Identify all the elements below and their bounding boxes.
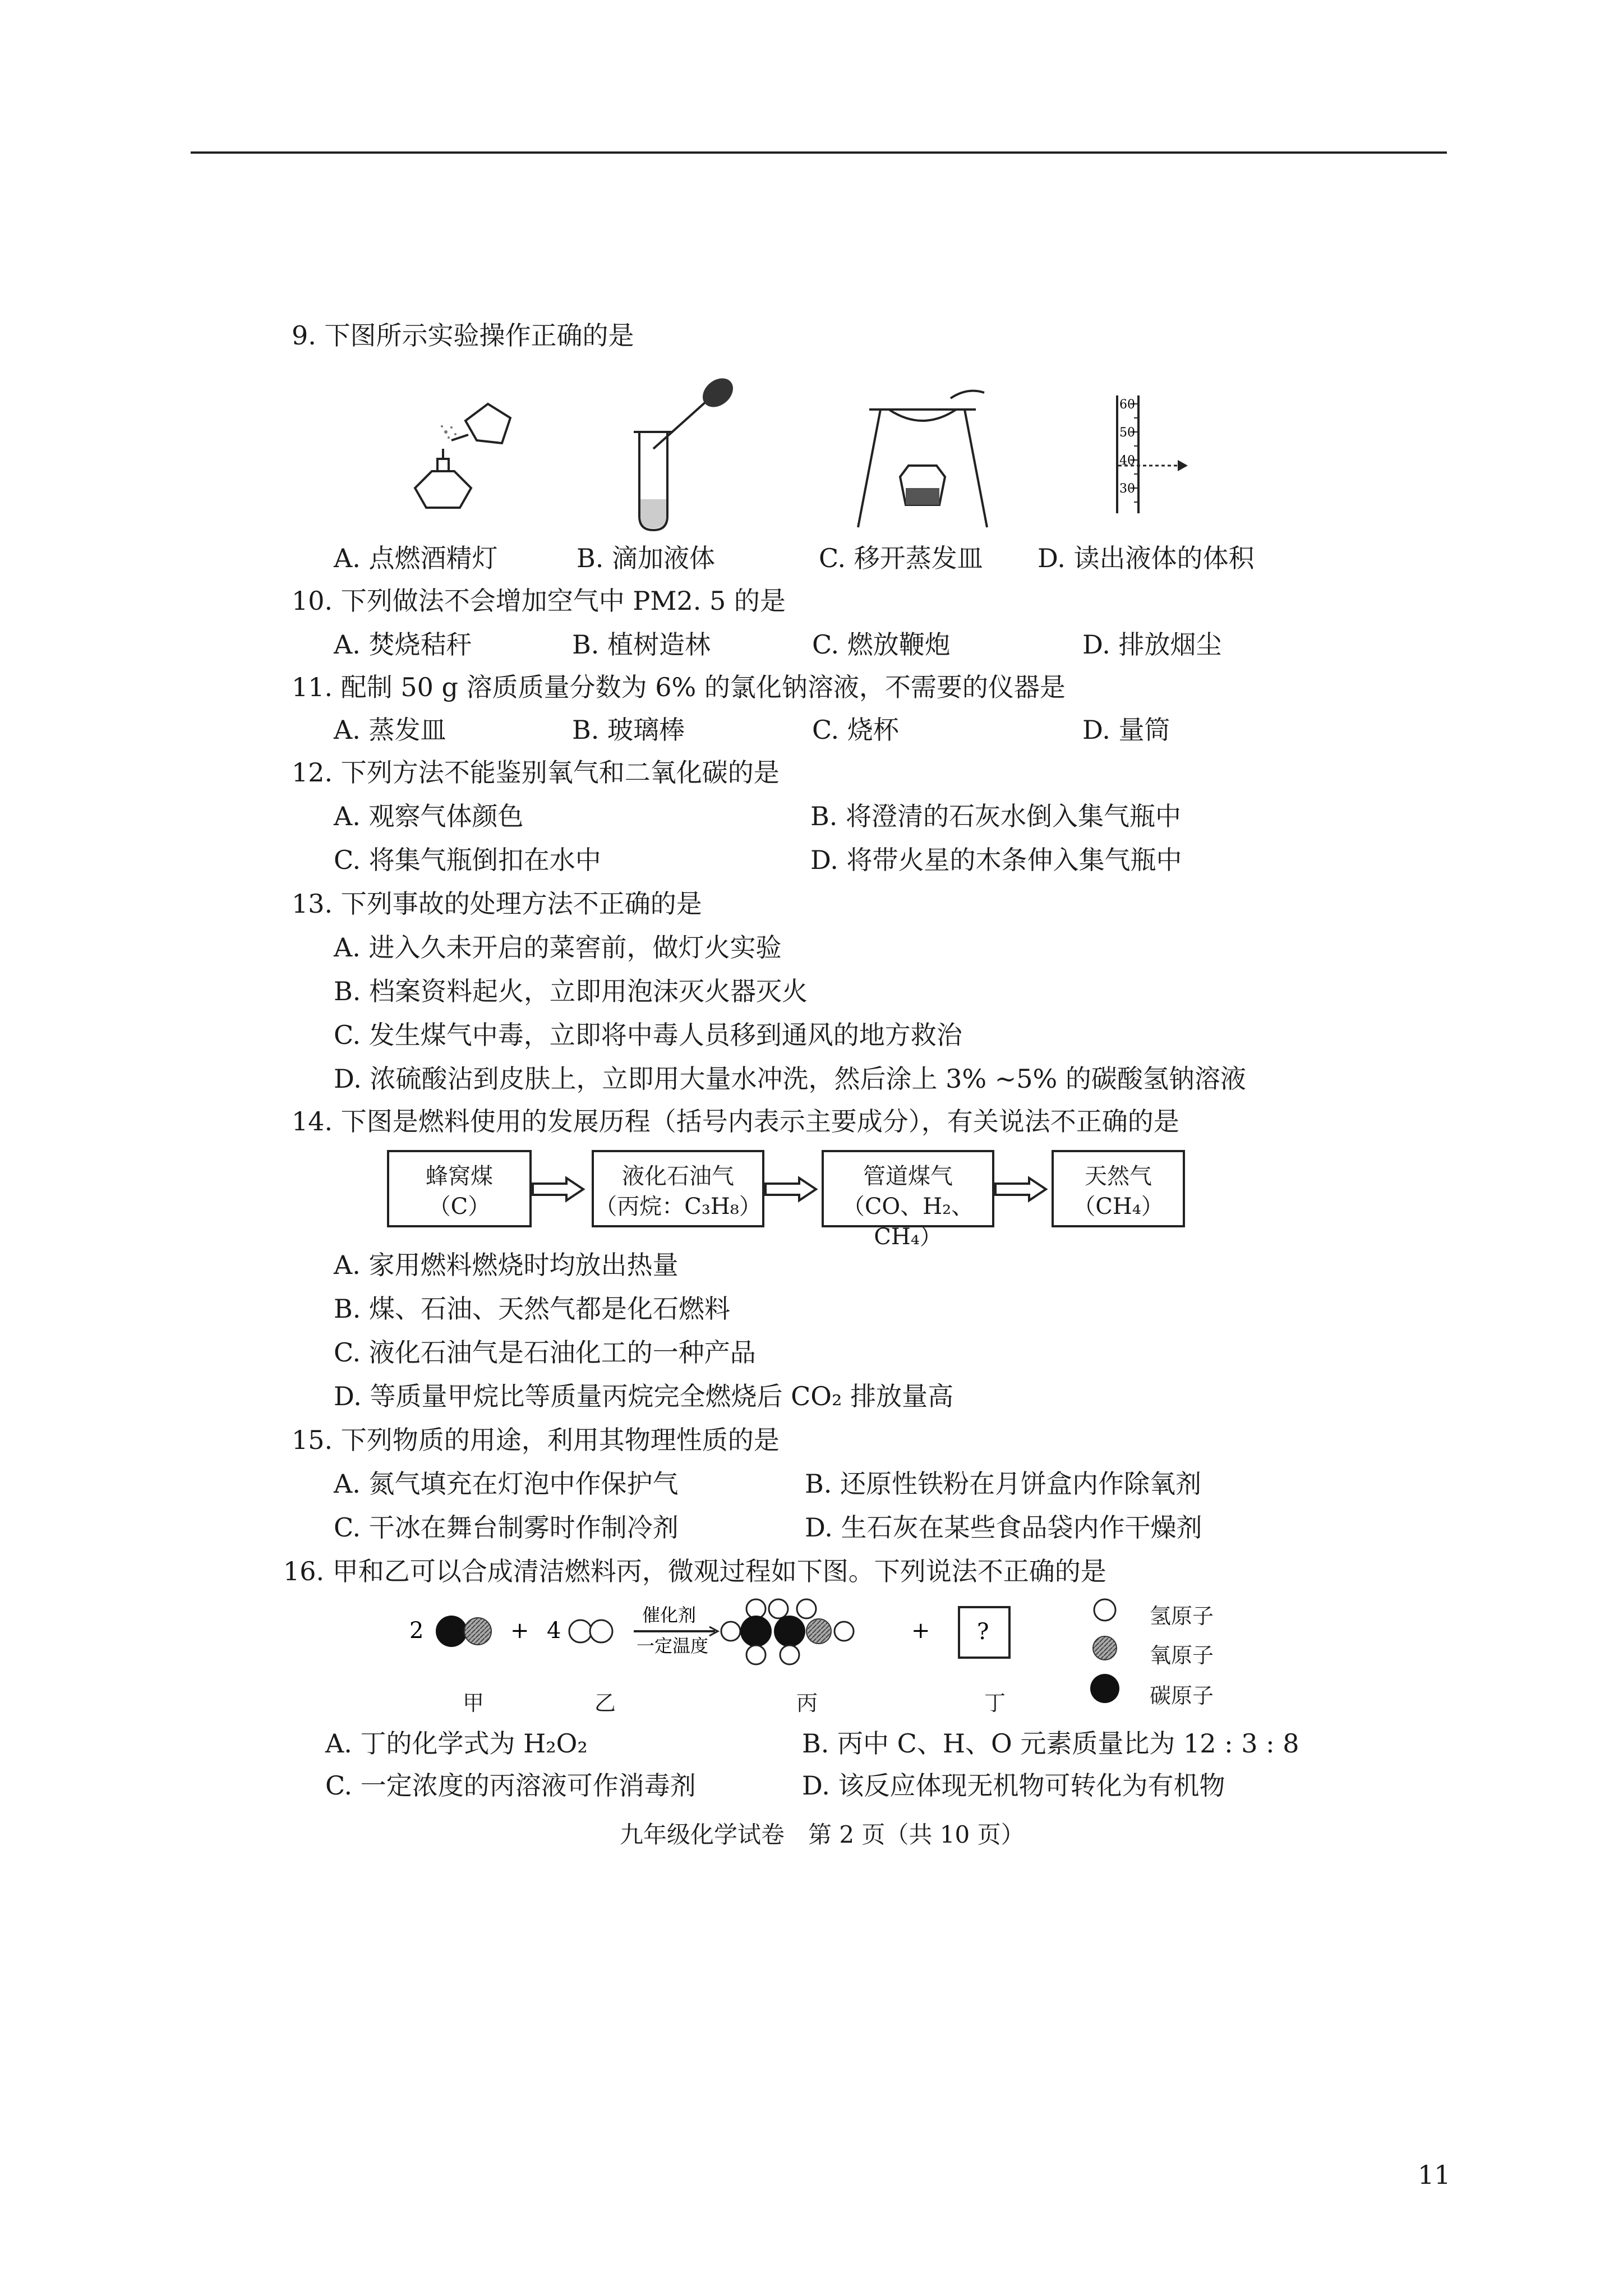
coef-yi: 4 bbox=[547, 1618, 561, 1644]
q11-option-a: A. 蒸发皿 bbox=[334, 715, 446, 745]
q10-option-a: A. 焚烧秸秆 bbox=[334, 629, 472, 660]
hydrogen-atom bbox=[590, 1620, 612, 1642]
q14-option-d: D. 等质量甲烷比等质量丙烷完全燃烧后 CO₂ 排放量高 bbox=[334, 1381, 954, 1411]
fuel-name: 蜂窝煤 bbox=[426, 1163, 493, 1189]
q9-option-c: C. 移开蒸发皿 bbox=[819, 543, 983, 573]
q13-option-c: C. 发生煤气中毒，立即将中毒人员移到通风的地方救治 bbox=[334, 1020, 962, 1050]
q11-option-d: D. 量筒 bbox=[1082, 715, 1170, 745]
q11-option-b: B. 玻璃棒 bbox=[572, 715, 685, 745]
product-molecule bbox=[721, 1599, 854, 1664]
q10-option-b: B. 植树造林 bbox=[572, 629, 711, 660]
q14-option-a: A. 家用燃料燃烧时均放出热量 bbox=[334, 1250, 679, 1280]
unknown-product-mark: ? bbox=[977, 1619, 989, 1645]
legend-carbon-icon bbox=[1090, 1674, 1119, 1703]
q11-stem: 11. 配制 50 g 溶质质量分数为 6% 的氯化钠溶液，不需要的仪器是 bbox=[292, 672, 1066, 702]
cylinder-tick-50: 50 bbox=[1119, 426, 1135, 440]
fuel-name: 管道煤气 bbox=[863, 1163, 953, 1189]
q16-reaction-diagram bbox=[404, 1593, 1234, 1705]
q13-option-b: B. 档案资料起火，立即用泡沫灭火器灭火 bbox=[334, 976, 808, 1006]
page-footer: 九年级化学试卷 第 2 页（共 10 页） bbox=[620, 1821, 1025, 1848]
legend-oxygen-icon bbox=[1093, 1636, 1117, 1660]
hydrogen-atom bbox=[569, 1620, 592, 1642]
header-rule bbox=[191, 151, 1447, 154]
q12-option-d: D. 将带火星的木条伸入集气瓶中 bbox=[810, 845, 1182, 875]
fuel-formula: （丙烷：C₃H₈） bbox=[594, 1194, 762, 1220]
q15-option-b: B. 还原性铁粉在月饼盒内作除氧剂 bbox=[805, 1469, 1202, 1499]
fuel-box-pipeline-gas bbox=[822, 1150, 994, 1250]
fuel-formula: （CH₄） bbox=[1073, 1194, 1164, 1220]
label-yi: 乙 bbox=[594, 1691, 616, 1715]
fuel-formula: （CO、H₂、CH₄） bbox=[842, 1194, 974, 1250]
q9-option-a: A. 点燃酒精灯 bbox=[334, 543, 498, 573]
q9-option-d: D. 读出液体的体积 bbox=[1038, 543, 1255, 573]
q9-stem: 9. 下图所示实验操作正确的是 bbox=[292, 320, 634, 351]
legend-hydrogen-icon bbox=[1094, 1599, 1115, 1621]
fuel-box-natural-gas bbox=[1052, 1150, 1185, 1227]
q12-option-b: B. 将澄清的石灰水倒入集气瓶中 bbox=[810, 801, 1182, 831]
q10-option-d: D. 排放烟尘 bbox=[1082, 629, 1222, 660]
q14-stem: 14. 下图是燃料使用的发展历程（括号内表示主要成分），有关说法不正确的是 bbox=[292, 1106, 1179, 1137]
q14-option-b: B. 煤、石油、天然气都是化石燃料 bbox=[334, 1294, 731, 1324]
cylinder-tick-60: 60 bbox=[1119, 398, 1135, 412]
oxygen-atom bbox=[464, 1618, 491, 1645]
legend-hydrogen-label: 氢原子 bbox=[1150, 1604, 1214, 1628]
legend-carbon-label: 碳原子 bbox=[1150, 1683, 1214, 1708]
q11-option-c: C. 烧杯 bbox=[812, 715, 899, 745]
q16-option-d: D. 该反应体现无机物可转化为有机物 bbox=[802, 1770, 1225, 1801]
label-bing: 丙 bbox=[796, 1691, 818, 1715]
page-number: 11 bbox=[1418, 2160, 1451, 2190]
flow-arrow-1 bbox=[530, 1175, 586, 1203]
legend-oxygen-label: 氧原子 bbox=[1150, 1643, 1214, 1668]
fuel-box-lpg bbox=[592, 1150, 764, 1227]
q9-figure-b bbox=[623, 376, 746, 533]
q13-option-d: D. 浓硫酸沾到皮肤上，立即用大量水冲洗，然后涂上 3% ~5% 的碳酸氢钠溶液 bbox=[334, 1064, 1246, 1094]
plus-sign: + bbox=[510, 1618, 529, 1644]
q9-option-b: B. 滴加液体 bbox=[577, 543, 716, 573]
q9-figure-a bbox=[393, 387, 527, 522]
fuel-box-honeycomb-coal bbox=[387, 1150, 532, 1227]
q10-option-c: C. 燃放鞭炮 bbox=[812, 629, 951, 660]
q12-stem: 12. 下列方法不能鉴别氧气和二氧化碳的是 bbox=[292, 757, 780, 788]
carbon-atom bbox=[436, 1616, 467, 1647]
q15-option-a: A. 氮气填充在灯泡中作保护气 bbox=[334, 1469, 679, 1499]
q14-option-c: C. 液化石油气是石油化工的一种产品 bbox=[334, 1337, 756, 1368]
q16-option-c: C. 一定浓度的丙溶液可作消毒剂 bbox=[325, 1770, 696, 1801]
fuel-name: 天然气 bbox=[1085, 1163, 1152, 1189]
q16-option-b: B. 丙中 C、H、O 元素质量比为 12 : 3 : 8 bbox=[802, 1728, 1299, 1759]
q15-option-d: D. 生石灰在某些食品袋内作干燥剂 bbox=[805, 1512, 1202, 1543]
plus-sign: + bbox=[911, 1618, 930, 1644]
q12-option-c: C. 将集气瓶倒扣在水中 bbox=[334, 845, 601, 875]
q13-stem: 13. 下列事故的处理方法不正确的是 bbox=[292, 889, 702, 919]
cylinder-tick-30: 30 bbox=[1119, 482, 1135, 496]
condition-temperature: 一定温度 bbox=[637, 1635, 709, 1657]
label-jia: 甲 bbox=[463, 1691, 485, 1715]
flow-arrow-2 bbox=[763, 1175, 819, 1203]
label-ding: 丁 bbox=[984, 1691, 1006, 1715]
q9-figure-d bbox=[1105, 393, 1200, 516]
fuel-formula: （C） bbox=[428, 1194, 491, 1220]
q16-option-a: A. 丁的化学式为 H₂O₂ bbox=[325, 1728, 588, 1759]
coef-jia: 2 bbox=[409, 1618, 424, 1644]
q15-stem: 15. 下列物质的用途，利用其物理性质的是 bbox=[292, 1425, 780, 1455]
flow-arrow-3 bbox=[993, 1175, 1049, 1203]
q9-figure-c bbox=[847, 376, 998, 533]
cylinder-tick-40: 40 bbox=[1119, 454, 1135, 468]
fuel-name: 液化石油气 bbox=[622, 1163, 734, 1189]
q15-option-c: C. 干冰在舞台制雾时作制冷剂 bbox=[334, 1512, 679, 1543]
q12-option-a: A. 观察气体颜色 bbox=[334, 801, 524, 831]
q10-stem: 10. 下列做法不会增加空气中 PM2. 5 的是 bbox=[292, 586, 786, 616]
condition-catalyst: 催化剂 bbox=[642, 1604, 697, 1626]
q13-option-a: A. 进入久未开启的菜窖前，做灯火实验 bbox=[334, 932, 782, 963]
q16-stem: 16. 甲和乙可以合成清洁燃料丙，微观过程如下图。下列说法不正确的是 bbox=[283, 1556, 1106, 1586]
